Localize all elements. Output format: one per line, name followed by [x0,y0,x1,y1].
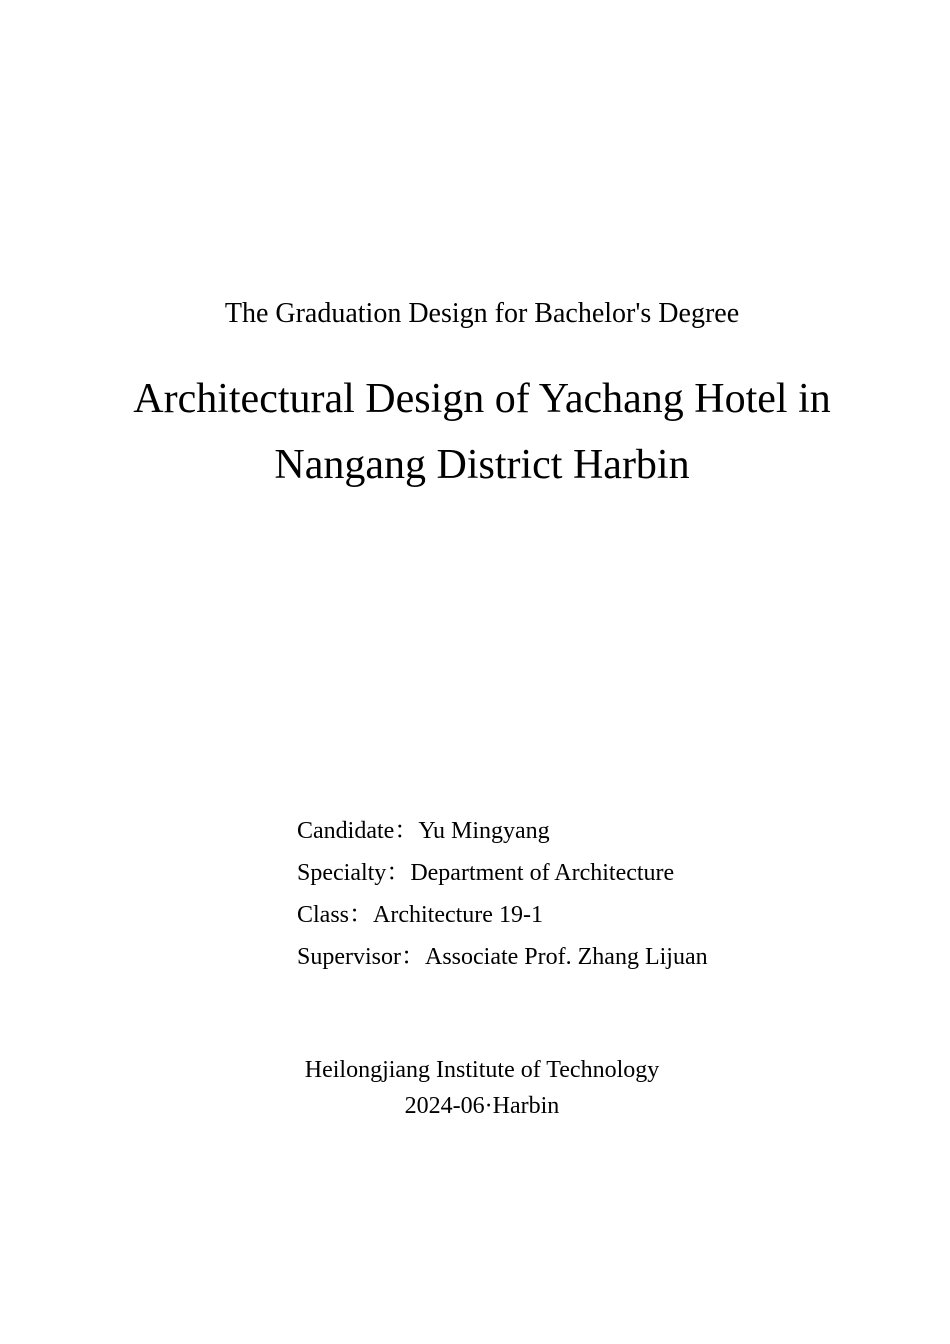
degree-subtitle: The Graduation Design for Bachelor's Degree [224,298,740,329]
supervisor-row [297,936,708,978]
class-label: Class： [297,902,374,928]
institution-name: Heilongjiang Institute of Technology [304,1057,660,1083]
specialty-label: Specialty： [297,860,411,886]
candidate-row [297,810,708,852]
thesis-title-line-2: Nangang District Harbin [274,442,690,488]
candidate-value: Yu Mingyang [418,818,550,844]
candidate-label: Candidate： [297,818,419,844]
date-place: 2024-06·Harbin [404,1093,560,1119]
class-value: Architecture 19-1 [373,902,543,928]
thesis-title-line-1: Architectural Design of Yachang Hotel in [133,376,831,422]
specialty-value: Department of Architecture [410,860,675,886]
footer-block [0,1052,950,1124]
supervisor-label: Supervisor： [297,944,425,970]
author-info-block [297,810,708,978]
thesis-title [0,366,950,498]
class-row [297,894,708,936]
supervisor-value: Associate Prof. Zhang Lijuan [425,944,708,970]
specialty-row [297,852,708,894]
